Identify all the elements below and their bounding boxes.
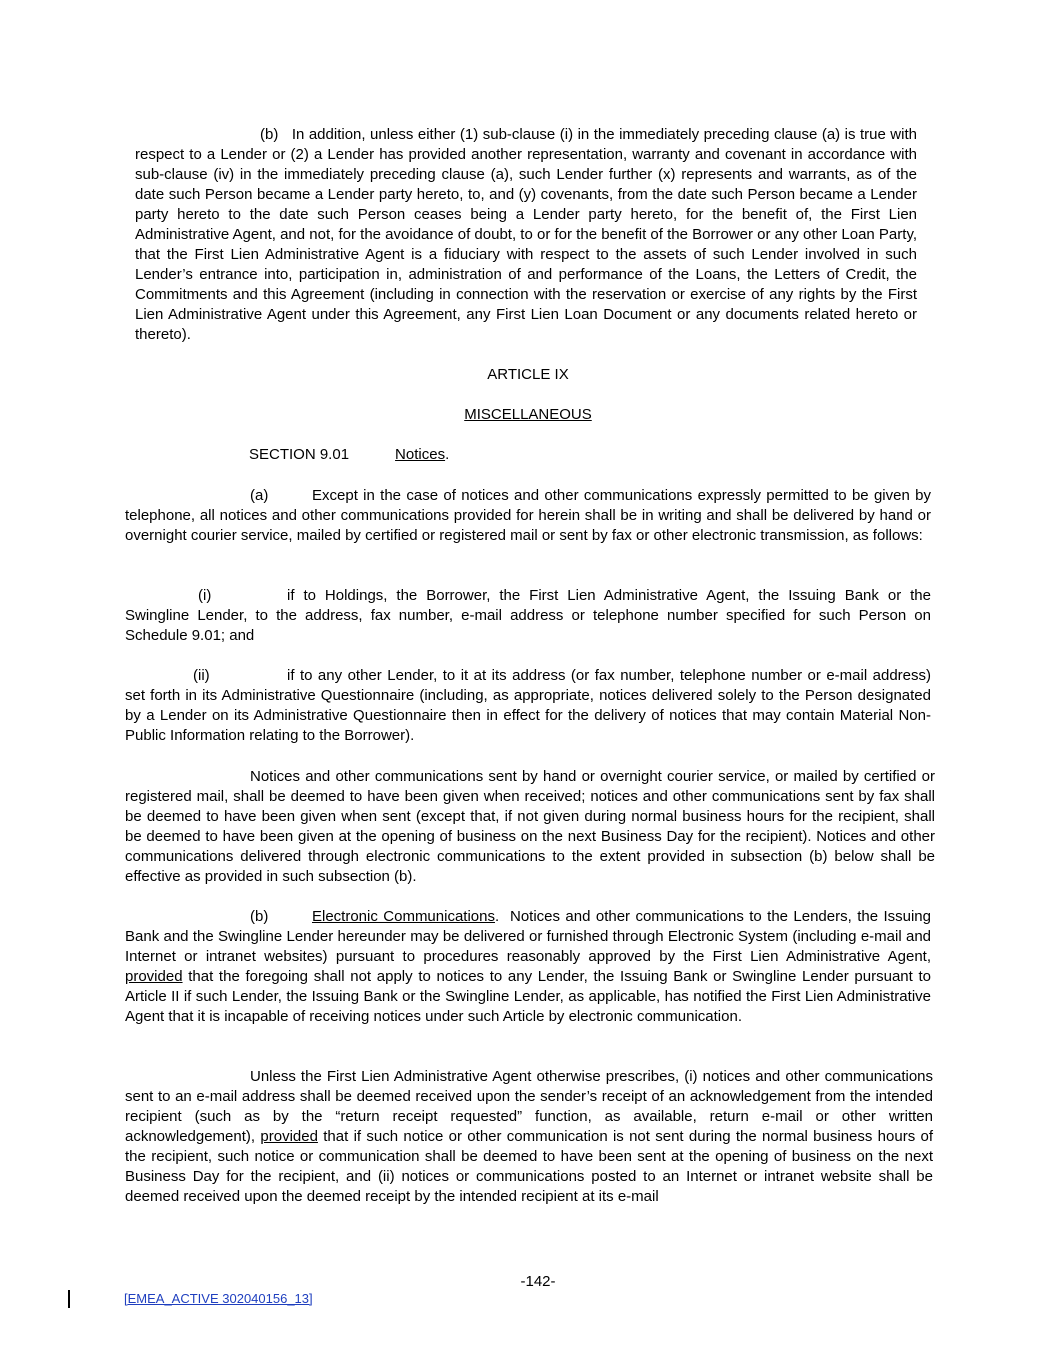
paragraph-text: Notices and other communications sent by hand or overnight courier service, or mailed by certified or registered mail, shall be deemed to have been given when received; notices and other communications sent by fax shall be deemed to have been given when sent (except that, if not given during normal business hours for the recipient, shall be deemed to have been given at the opening of business on the next Business Day for the recipient). Notices and other communications delivered through electronic communications to the extent provided in subsection (b) below shall be effective as provided in such subsection (b).	[125, 768, 935, 885]
paragraph-ii	[125, 666, 931, 746]
clause-label: (a)	[250, 487, 269, 504]
paragraph-text-continued: that the foregoing shall not apply to notices to any Lender, the Issuing Bank or Swingline Lender pursuant to Article II if such Lender, the Issuing Bank or the Swingline Lender, as applicable, has notified the First Lien Administrative Agent that it is incapable of receiving notices under such Article by electronic communication.	[125, 968, 931, 1025]
article-title-wrap	[0, 405, 1056, 425]
clause-label: (i)	[198, 587, 212, 604]
section-title: Notices	[395, 446, 446, 463]
paragraph-text: In addition, unless either (1) sub-clause (i) in the immediately preceding clause (a) is true with respect to a Lender or (2) a Lender has provided another representation, warranty and covenant in accordance with sub-clause (iv) in the immediately preceding clause (a), such Lender further (x) represents and warrants, as of the date such Person became a Lender party hereto, to, and (y) covenants, from the date such Person became a Lender party hereto to the date such Person ceases being a Lender party hereto, for the benefit of, the First Lien Administrative Agent, and not, for the avoidance of doubt, to or for the benefit of the Borrower or any other Loan Party, that the First Lien Administrative Agent is a fiduciary with respect to the assets of such Lender involved in such Lender’s entrance into, participation in, administration of and performance of the Loans, the Letters of Credit, the Commitments and this Agreement (including in connection with the reservation or exercise of any rights by the First Lien Administrative Agent under this Agreement, any First Lien Loan Document or any documents related hereto or thereto).	[135, 126, 917, 343]
paragraph-text: Except in the case of notices and other communications expressly permitted to be given by telephone, all notices and other communications provided for herein shall be in writing and shall be delivered by hand or overnight courier service, mailed by certified or registered mail or sent by fax or other electronic transmission, as follows:	[125, 487, 931, 544]
provided-term: provided	[260, 1128, 318, 1145]
footer-doc-id-link[interactable]: [EMEA_ACTIVE 302040156_13]	[124, 1291, 313, 1306]
section-title-suffix: .	[445, 446, 450, 463]
paragraph-text: if to any other Lender, to it at its address (or fax number, telephone number or e-mail address) set forth in its Administrative Questionnaire (including, as appropriate, notices delivered solely to the Person designated by a Lender on its Administrative Questionnaire then in effect for the delivery of notices that may contain Material Non-Public Information relating to the Borrower).	[125, 667, 931, 744]
paragraph-b-electronic	[125, 907, 931, 1027]
paragraph-i	[125, 586, 931, 646]
change-bar	[68, 1290, 70, 1308]
section-number: SECTION 9.01	[249, 446, 350, 463]
paragraph-text: Unless the First Lien Administrative Agent otherwise prescribes, (i) notices and other communications sent to an e-mail address shall be deemed received upon the sender’s receipt of an acknowledgement from the intended recipient (such as by the “return receipt requested” function, as available, return e-mail or other written acknowledgement),	[125, 1068, 933, 1145]
heading-suffix: .	[494, 908, 500, 925]
electronic-communications-heading: Electronic Communications	[312, 908, 495, 925]
paragraph-text: Notices and other communications to the Lenders, the Issuing Bank and the Swingline Lender hereunder may be delivered or furnished through Electronic System (including e-mail and Internet or intranet websites) pursuant to procedures reasonably approved by the First Lien Administrative Agent,	[125, 908, 931, 965]
paragraph-text-continued: that if such notice or other communication is not sent during the normal business hours of the recipient, such notice or communication shall be deemed to have been sent at the opening of business on the next Business Day for the recipient, and (ii) notices or communications posted to an Internet or intranet website shall be deemed received upon the deemed receipt by the intended recipient at its e-mail	[125, 1128, 934, 1205]
clause-label: (ii)	[193, 667, 210, 684]
provided-term: provided	[125, 968, 183, 985]
article-title: MISCELLANEOUS	[464, 406, 592, 423]
clause-label: (b)	[260, 126, 279, 143]
paragraph-text: if to Holdings, the Borrower, the First Lien Administrative Agent, the Issuing Bank or the Swingline Lender, to the address, fax number, e-mail address or telephone number specified for such Person on Schedule 9.01; and	[125, 587, 931, 644]
paragraph-b-fiduciary	[135, 125, 917, 345]
paragraph-a	[125, 486, 931, 546]
paragraph-notices-deemed	[125, 767, 935, 887]
clause-label: (b)	[250, 908, 269, 925]
section-heading	[249, 445, 449, 465]
page-number: -142-	[520, 1273, 556, 1290]
paragraph-unless	[125, 1067, 933, 1207]
article-number: ARTICLE IX	[487, 366, 569, 383]
